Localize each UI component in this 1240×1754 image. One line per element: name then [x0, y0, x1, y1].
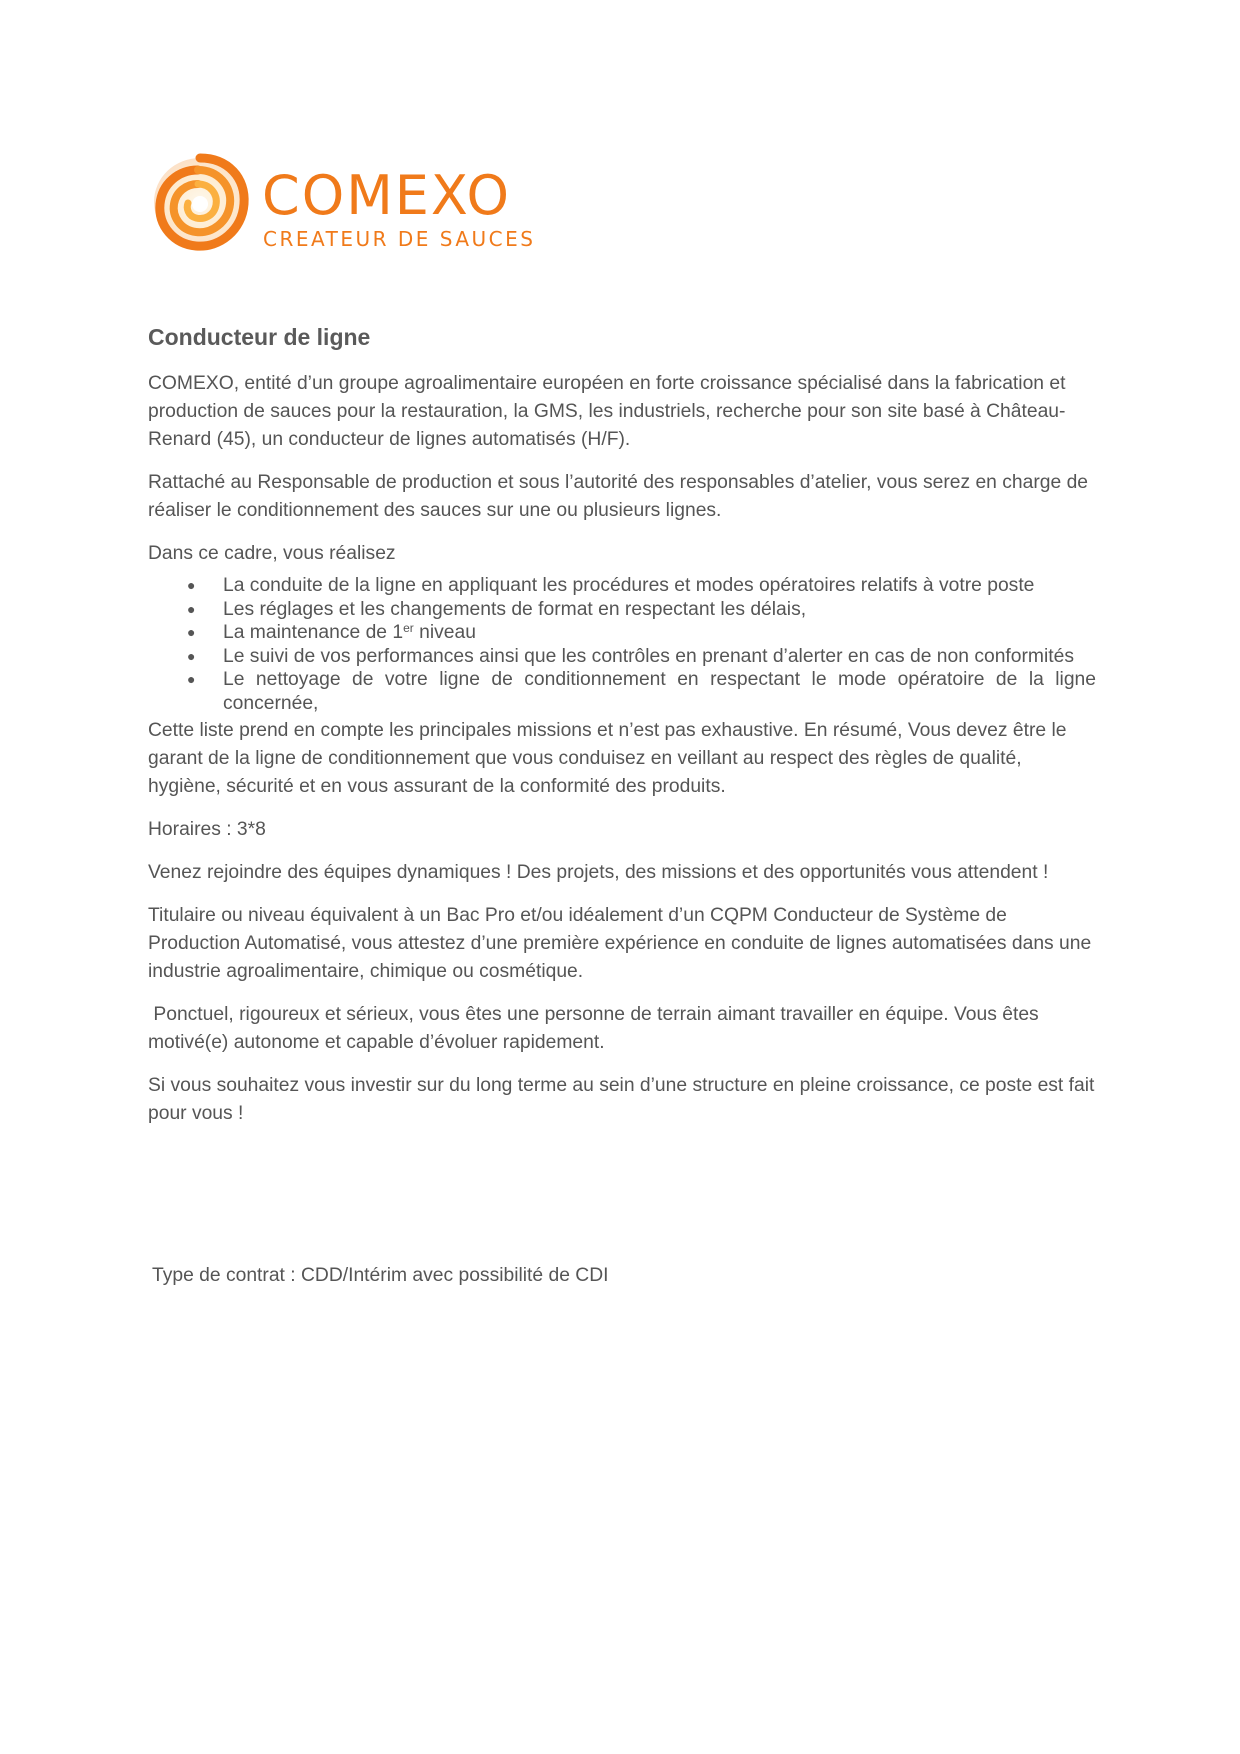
tasks-intro: Dans ce cadre, vous réalisez	[148, 543, 396, 564]
summary-paragraph: Cette liste prend en compte les principales missions et n’est pas exhaustive. En résumé, Vous devez être le garant de la ligne de conditionnement que vous conduisez en veillant au respect des règles de qualité, hygiène, sécurité et en vous assurant de la conformité des produits.	[148, 720, 1067, 797]
bullet-icon: ●	[187, 624, 196, 640]
list-item: ● Les réglages et les changements de format en respectant les délais,	[187, 598, 807, 620]
list-item: ● La conduite de la ligne en appliquant les procédures et modes opératoires relatifs à votre poste	[187, 575, 1035, 596]
logo-tagline: CREATEUR DE SAUCES	[263, 227, 536, 251]
list-item: ● La maintenance de 1er niveau	[187, 621, 476, 643]
bullet-icon: ●	[187, 647, 196, 664]
job-description	[148, 322, 1096, 1143]
profile-paragraph: Ponctuel, rigoureux et sérieux, vous êtes une personne de terrain aimant travailler en équipe. Vous êtes motivé(e) autonome et capable d’évoluer rapidement.	[148, 1004, 1045, 1053]
list-item: ● Le suivi de vos performances ainsi que les contrôles en prenant d’alerter en cas de non conformités	[187, 645, 1074, 667]
page-title: Conducteur de ligne	[148, 324, 371, 350]
intro-paragraph: COMEXO, entité d’un groupe agroalimentaire européen en forte croissance spécialisé dans la fabrication et production de sauces pour la restauration, la GMS, les industriels, recherche pour son site basé à Château-Renard (45), un conducteur de lignes automatisés (H/F).	[148, 373, 1066, 450]
closing-paragraph: Si vous souhaitez vous investir sur du long terme au sein d’une structure en pleine croissance, ce poste est fait pour vous !	[148, 1075, 1095, 1124]
bullet-icon: ●	[187, 600, 196, 617]
role-paragraph: Rattaché au Responsable de production et sous l’autorité des responsables d’atelier, vous serez en charge de réaliser le conditionnement des sauces sur une ou plusieurs lignes.	[148, 472, 1089, 521]
bullet-icon: ●	[187, 671, 196, 687]
bullet-icon: ●	[187, 577, 196, 593]
schedule-paragraph: Horaires : 3*8	[148, 819, 266, 840]
logo-brand: COMEXO	[262, 164, 511, 227]
qualifications-paragraph: Titulaire ou niveau équivalent à un Bac Pro et/ou idéalement d’un CQPM Conducteur de Système de Production Automatisé, vous attestez d’une première expérience en conduite de lignes automatisées dans une industrie agroalimentaire, chimique ou cosmétique.	[148, 905, 1092, 982]
task-list	[148, 574, 1096, 715]
comexo-logo	[150, 150, 540, 262]
swirl-icon	[154, 158, 246, 246]
join-paragraph: Venez rejoindre des équipes dynamiques ! Des projets, des missions et des opportunités vous attendent !	[148, 862, 1049, 883]
contract-type: Type de contrat : CDD/Intérim avec possibilité de CDI	[152, 1265, 609, 1286]
list-item: ● Le nettoyage de votre ligne de conditionnement en respectant le mode opératoire de la ligne concernée,	[187, 669, 1096, 714]
